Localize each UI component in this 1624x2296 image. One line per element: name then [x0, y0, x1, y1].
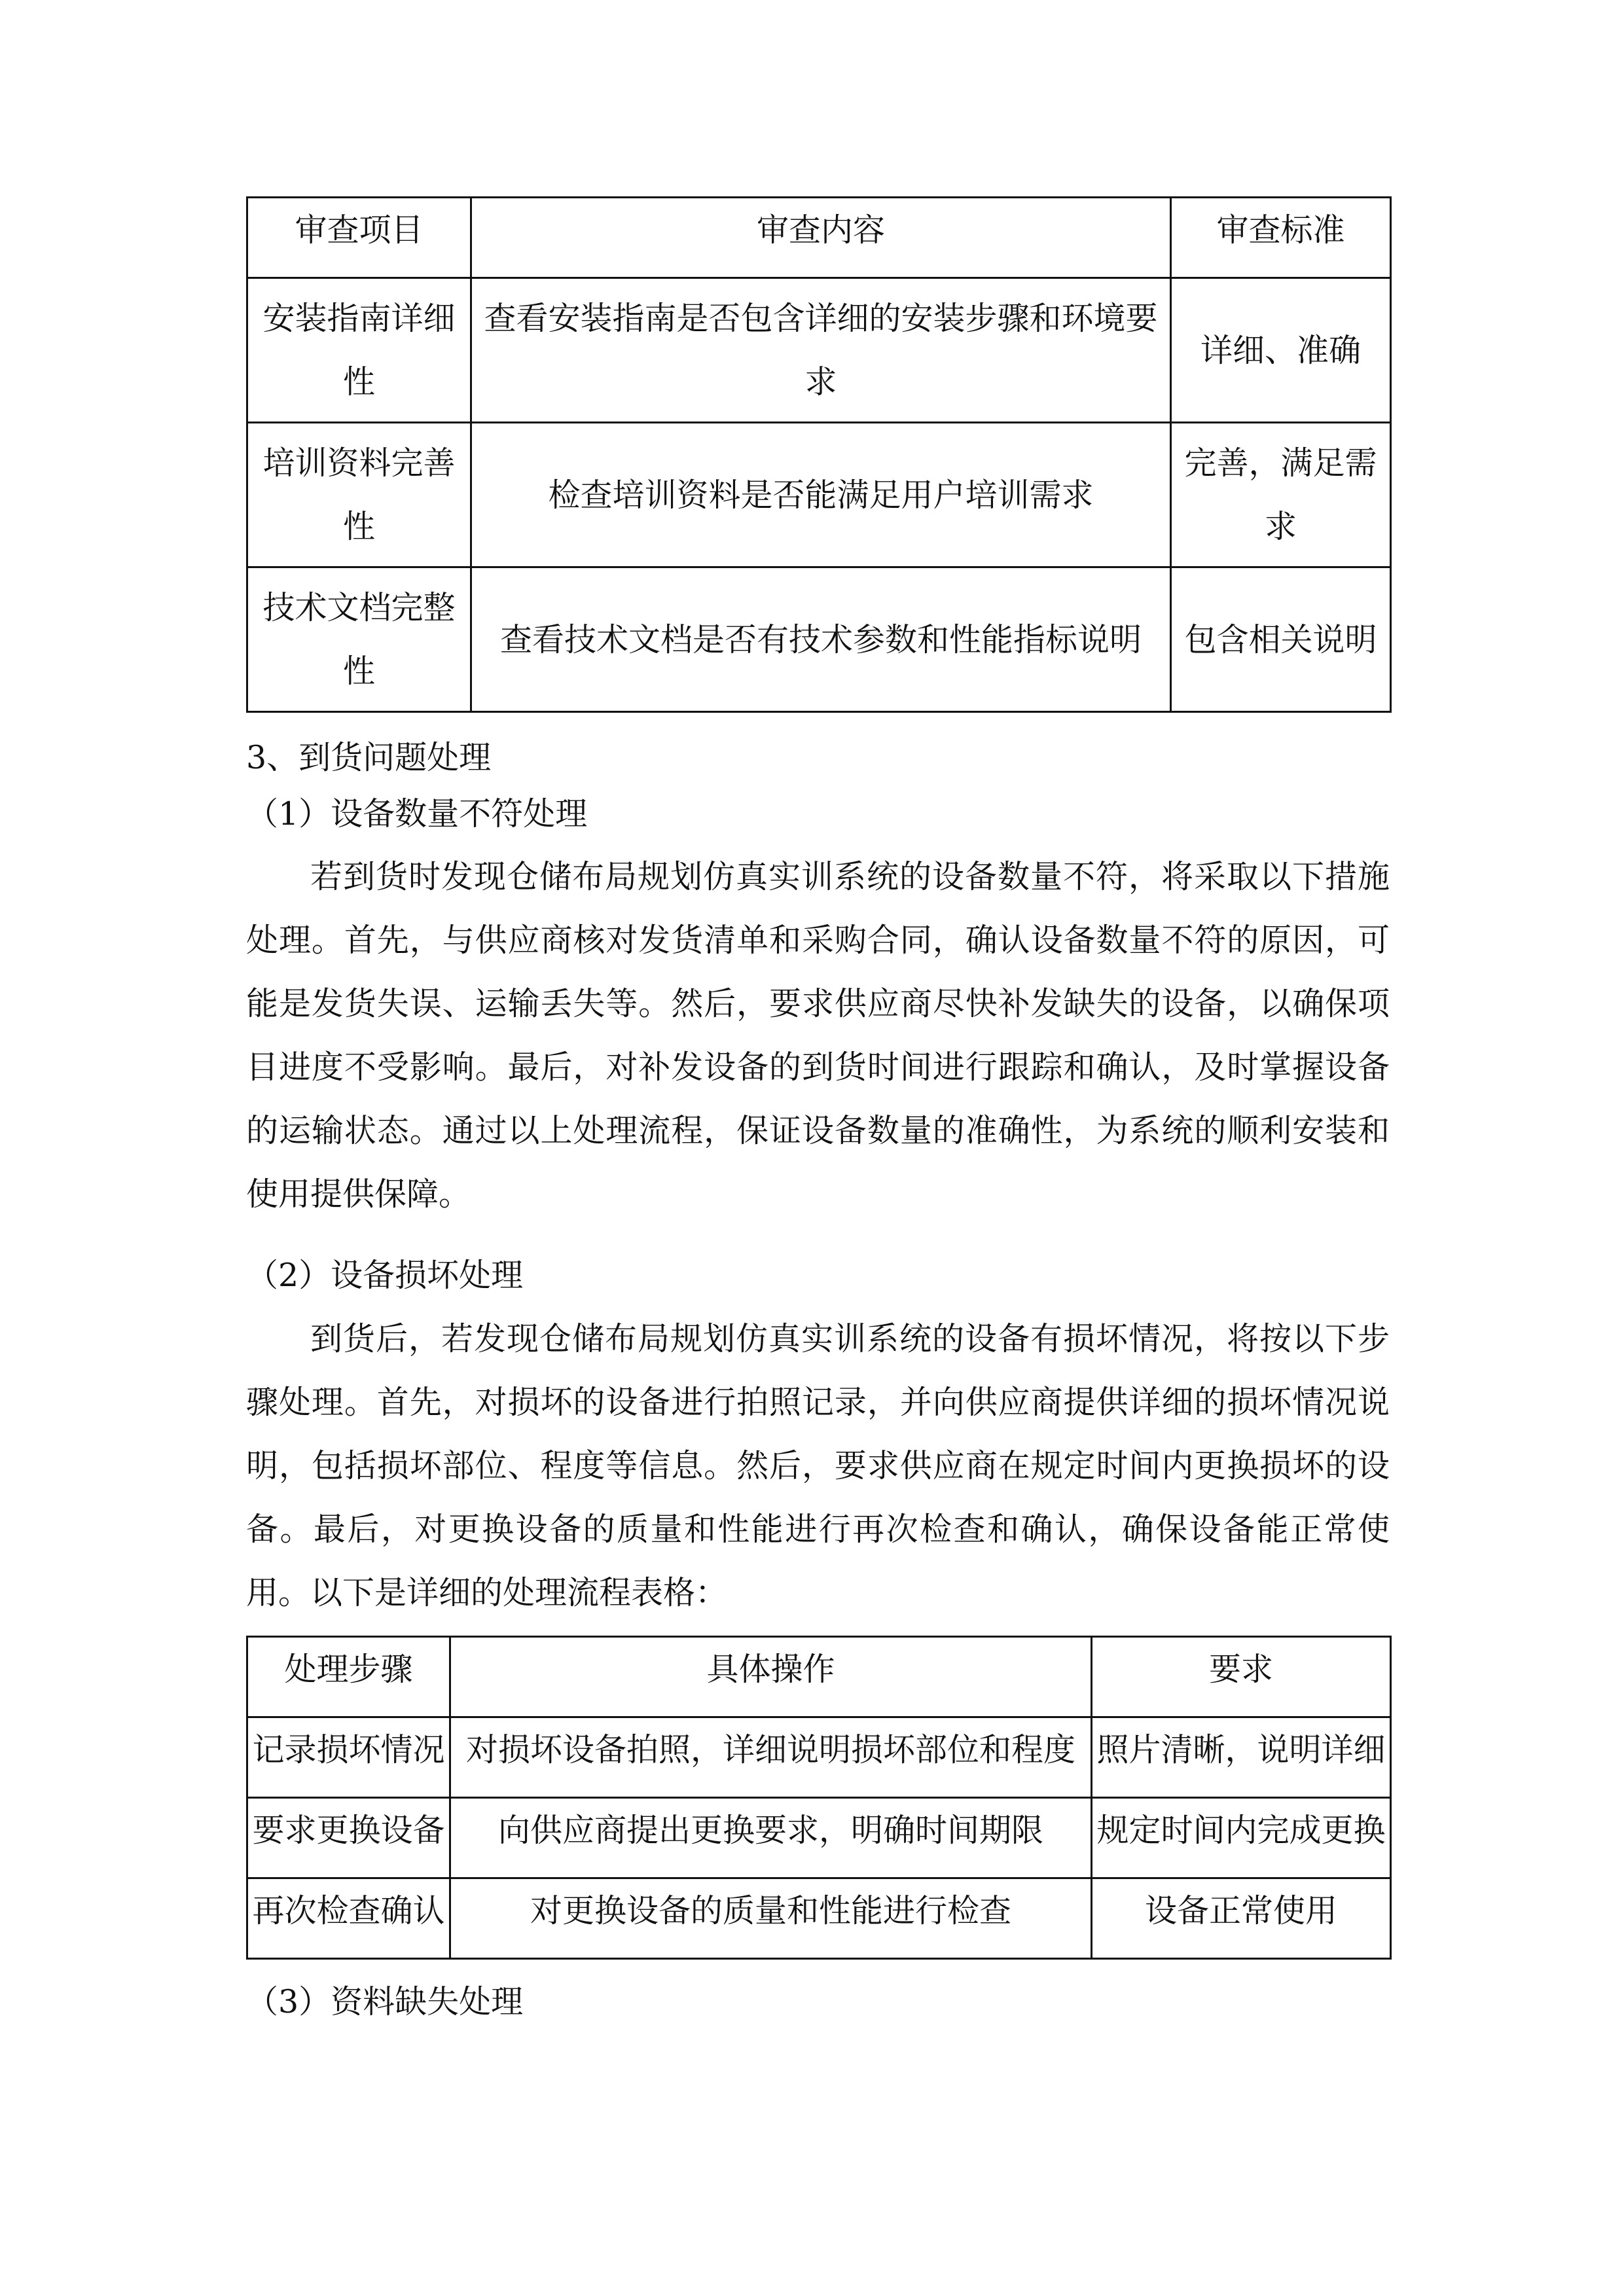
table-row [247, 1717, 1391, 1798]
table-cell: 培训资料完善性 [247, 423, 471, 567]
table-cell: 照片清晰，说明详细 [1092, 1717, 1391, 1798]
table-cell: 设备正常使用 [1092, 1878, 1391, 1959]
paragraph: 到货后，若发现仓储布局规划仿真实训系统的设备有损坏情况，将按以下步骤处理。首先，对损坏的设备进行拍照记录，并向供应商提供详细的损坏情况说明，包括损坏部位、程度等信息。然后，要求供应商在规定时间内更换损坏的设备。最后，对更换设备的质量和性能进行再次检查和确认，确保设备能正常使用。以下是详细的处理流程表格： [246, 1320, 1390, 1611]
table-cell: 技术文档完整性 [247, 567, 471, 712]
header-cell: 审查内容 [471, 198, 1171, 278]
table-cell: 完善，满足需求 [1171, 423, 1391, 567]
subsection-heading: （2）设备损坏处理 [246, 1257, 524, 1294]
table-cell: 详细、准确 [1171, 278, 1391, 423]
process-table [246, 1636, 1392, 1960]
table-cell: 包含相关说明 [1171, 567, 1391, 712]
table-cell: 安装指南详细性 [247, 278, 471, 423]
table-row [247, 1798, 1391, 1878]
section-heading: 3、到货问题处理 [246, 739, 492, 776]
table-row [247, 567, 1391, 712]
table-header-row [247, 1637, 1391, 1717]
subsection-heading: （3）资料缺失处理 [246, 1983, 524, 2020]
review-table [246, 196, 1392, 713]
table-cell: 检查培训资料是否能满足用户培训需求 [471, 423, 1171, 567]
table-cell: 向供应商提出更换要求，明确时间期限 [450, 1798, 1092, 1878]
table-header-row [247, 198, 1391, 278]
paragraph: 若到货时发现仓储布局规划仿真实训系统的设备数量不符，将采取以下措施处理。首先，与供应商核对发货清单和采购合同，确认设备数量不符的原因，可能是发货失误、运输丢失等。然后，要求供应商尽快补发缺失的设备，以确保项目进度不受影响。最后，对补发设备的到货时间进行跟踪和确认，及时掌握设备的运输状态。通过以上处理流程，保证设备数量的准确性，为系统的顺利安装和使用提供保障。 [246, 858, 1390, 1213]
header-cell: 审查标准 [1171, 198, 1391, 278]
table-cell: 记录损坏情况 [247, 1717, 450, 1798]
table-row [247, 1878, 1391, 1959]
table-cell: 查看技术文档是否有技术参数和性能指标说明 [471, 567, 1171, 712]
subsection-heading: （1）设备数量不符处理 [246, 795, 588, 833]
header-cell: 审查项目 [247, 198, 471, 278]
header-cell: 具体操作 [450, 1637, 1092, 1717]
table-cell: 对更换设备的质量和性能进行检查 [450, 1878, 1092, 1959]
table-cell: 查看安装指南是否包含详细的安装步骤和环境要求 [471, 278, 1171, 423]
table-cell: 再次检查确认 [247, 1878, 450, 1959]
table-cell: 要求更换设备 [247, 1798, 450, 1878]
header-cell: 要求 [1092, 1637, 1391, 1717]
table-row [247, 423, 1391, 567]
header-cell: 处理步骤 [247, 1637, 450, 1717]
table-cell: 规定时间内完成更换 [1092, 1798, 1391, 1878]
table-cell: 对损坏设备拍照，详细说明损坏部位和程度 [450, 1717, 1092, 1798]
table-row [247, 278, 1391, 423]
